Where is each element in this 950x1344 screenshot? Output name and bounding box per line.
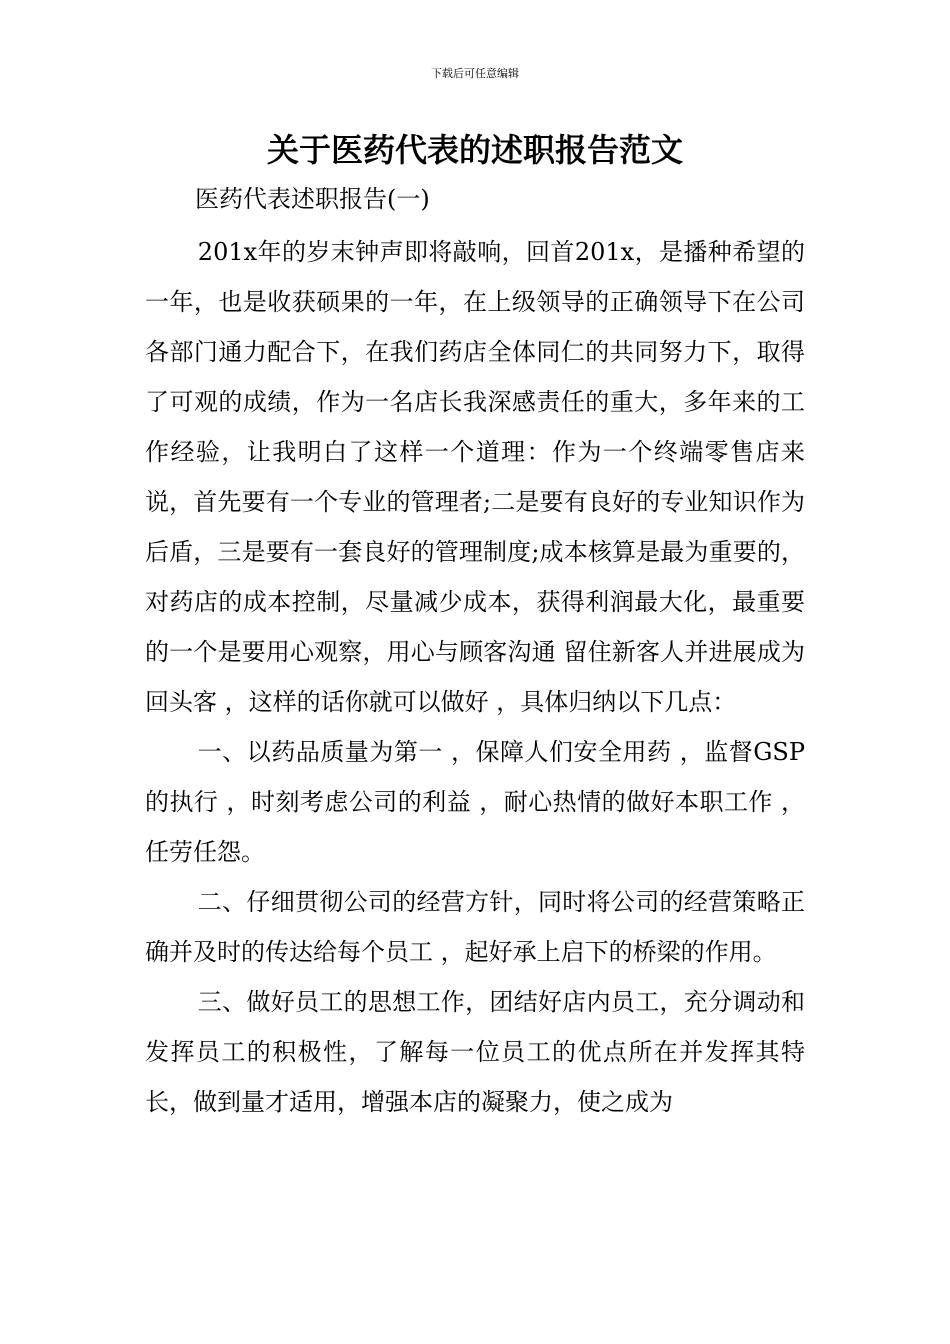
paragraph-point-two: 二、仔细贯彻公司的经营方针，同时将公司的经营策略正确并及时的传达给每个员工 ，起好承上启下的桥梁的作用。 xyxy=(145,888,805,966)
paragraph-intro: 201x年的岁末钟声即将敲响，回首201x，是播种希望的一年，也是收获硕果的一年，在上级领导的正确领导下在公司各部门通力配合下，在我们药店全体同仁的共同努力下，取得了可观的成绩，作为一名店长我深感责任的重大，多年来的工作经验，让我明白了这样一个道理：作为一个终端零售店来说，首先要有一个专业的管理者;二是要有良好的专业知识作为后盾，三是要有一套良好的管理制度;成本核算是最为重要的，对药店的成本控制，尽量减少成本，获得利润最大化，最重要的一个是要用心观察，用心与顾客沟通 留住新客人并进展成为回头客 ，这样的话你就可以做好 ，具体归纳以下几点： xyxy=(145,238,805,716)
paragraph-point-one: 一、以药品质量为第一 ，保障人们安全用药 ，监督GSP的执行 ，时刻考虑公司的利益 ，耐心热情的做好本职工作 ，任劳任怨。 xyxy=(145,738,805,866)
document-title: 关于医药代表的述职报告范文 xyxy=(266,131,683,169)
header-note: 下载后可任意编辑 xyxy=(431,67,519,80)
paragraph-point-three: 三、做好员工的思想工作，团结好店内员工，充分调动和发挥员工的积极性，了解每一位员工的优点所在并发挥其特长，做到量才适用，增强本店的凝聚力，使之成为 xyxy=(145,988,805,1116)
document-body xyxy=(145,227,805,1127)
section-subtitle: 医药代表述职报告(一) xyxy=(195,185,430,213)
